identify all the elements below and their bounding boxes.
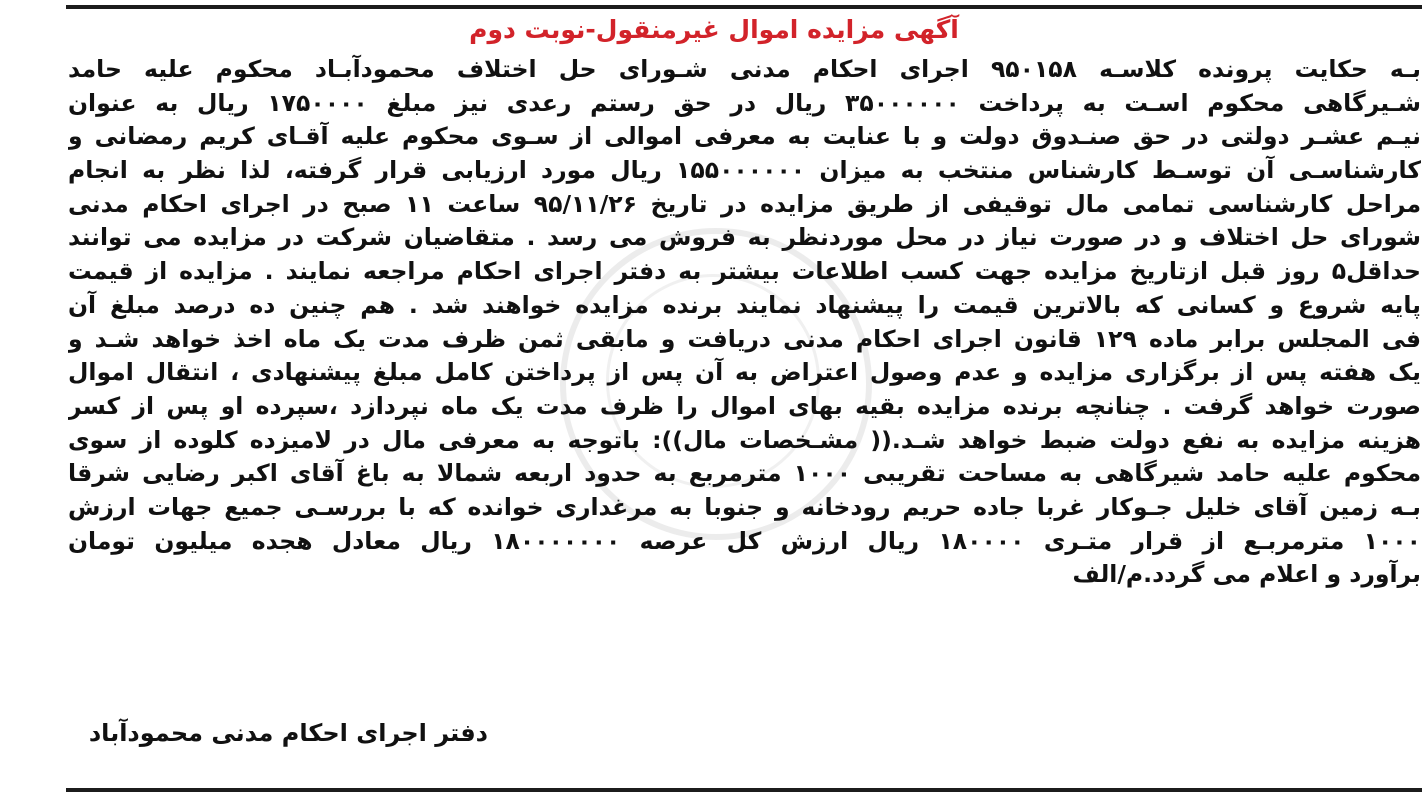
body-line: حداقل۵ روز قبل ازتاریخ مزایده جهت کسب اطلاعات بیشتر به دفتر اجرای احکام مراجعه نمایند . مزایده از قیمت xyxy=(68,257,1421,286)
body-line: بـه حکایت پرونده کلاسـه ۹۵۰۱۵۸ اجرای احکام مدنی شـورای حل اختلاف محمودآبـاد محکوم علیه حامد xyxy=(68,55,1421,83)
body-line: ۱۰۰۰ مترمربـع از قرار متـری ۱۸۰۰۰۰ ریال ارزش کل عرصه ۱۸۰۰۰۰۰۰۰ ریال معادل هجده میلیون تومان xyxy=(68,526,1421,555)
body-line: فی المجلس برابر ماده ۱۲۹ قانون اجرای احکام مدنی دریافت و مابقی ثمن ظرف مدت یک ماه اخذ خواهد شـد و xyxy=(68,324,1421,353)
bottom-rule xyxy=(66,788,1422,792)
issuer-signature: دفتر اجرای احکام مدنی محمودآباد xyxy=(88,719,488,747)
body-line: محکوم علیه حامد شیرگاهی به مساحت تقریبی ۱۰۰۰ مترمربع به حدود اربعه شمالا به باغ آقای اکبر رضایی شرقا xyxy=(68,459,1421,488)
body-line: بـه زمین آقای خلیل جـوکار غربا جاده حریم رودخانه و جنوبا به مرغداری خوانده که با بررسـی جمیع جهات ارزش xyxy=(68,492,1421,521)
body-line: شورای حل اختلاف و در صورت نیاز در محل موردنظر به فروش می رسد . متقاضیان شرکت در مزایده می توانند xyxy=(68,223,1421,252)
notice-title: آگهی مزایده اموال غیرمنقول-نوبت دوم xyxy=(469,15,959,44)
body-line: مراحل کارشناسی تمامی مال توقیفی از طریق مزایده در تاریخ ۹۵/۱۱/۲۶ ساعت ۱۱ صبح در اجرای احکام مدنی xyxy=(68,189,1421,218)
notice-body xyxy=(68,53,1421,592)
body-line: نیـم عشـر دولتی در حق صنـدوق دولت و با عنایت به معرفی اموالی از سـوی محکوم علیه آقـای کریم رمضانی و xyxy=(68,122,1421,151)
body-line: برآورد و اعلام می گردد.م/الف xyxy=(1072,560,1421,589)
body-line: صورت خواهد گرفت . چنانچه برنده مزایده بقیه بهای اموال را ظرف مدت یک ماه نپردازد ،سپرده او پس از کسر xyxy=(68,391,1421,420)
top-rule xyxy=(66,5,1422,9)
body-line: کارشناسـی آن توسـط کارشناس منتخب به میزان ۱۵۵۰۰۰۰۰۰ ریال مورد ارزیابی قرار گرفته، لذا نظر به انجام xyxy=(68,156,1421,185)
body-line: شـیرگاهی محکوم اسـت به پرداخت ۳۵۰۰۰۰۰۰ ریال در حق رستم رعدی نیز مبلغ ۱۷۵۰۰۰۰ ریال به عنوان xyxy=(68,88,1421,117)
body-line: هزینه مزایده به نفع دولت ضبط خواهد شـد.(( مشـخصات مال)): باتوجه به معرفی مال در لامیزده کلوده از سوی xyxy=(68,425,1421,454)
body-line: یک هفته پس از برگزاری مزایده و عدم وصول اعتراض به آن پس از پرداختن کامل مبلغ پیشنهادی ، انتقال اموال xyxy=(68,358,1421,387)
body-line: پایه شروع و کسانی که بالاترین قیمت را پیشنهاد نمایند برنده مزایده خواهند شد . هم چنین ده درصد مبلغ آن xyxy=(68,290,1421,319)
